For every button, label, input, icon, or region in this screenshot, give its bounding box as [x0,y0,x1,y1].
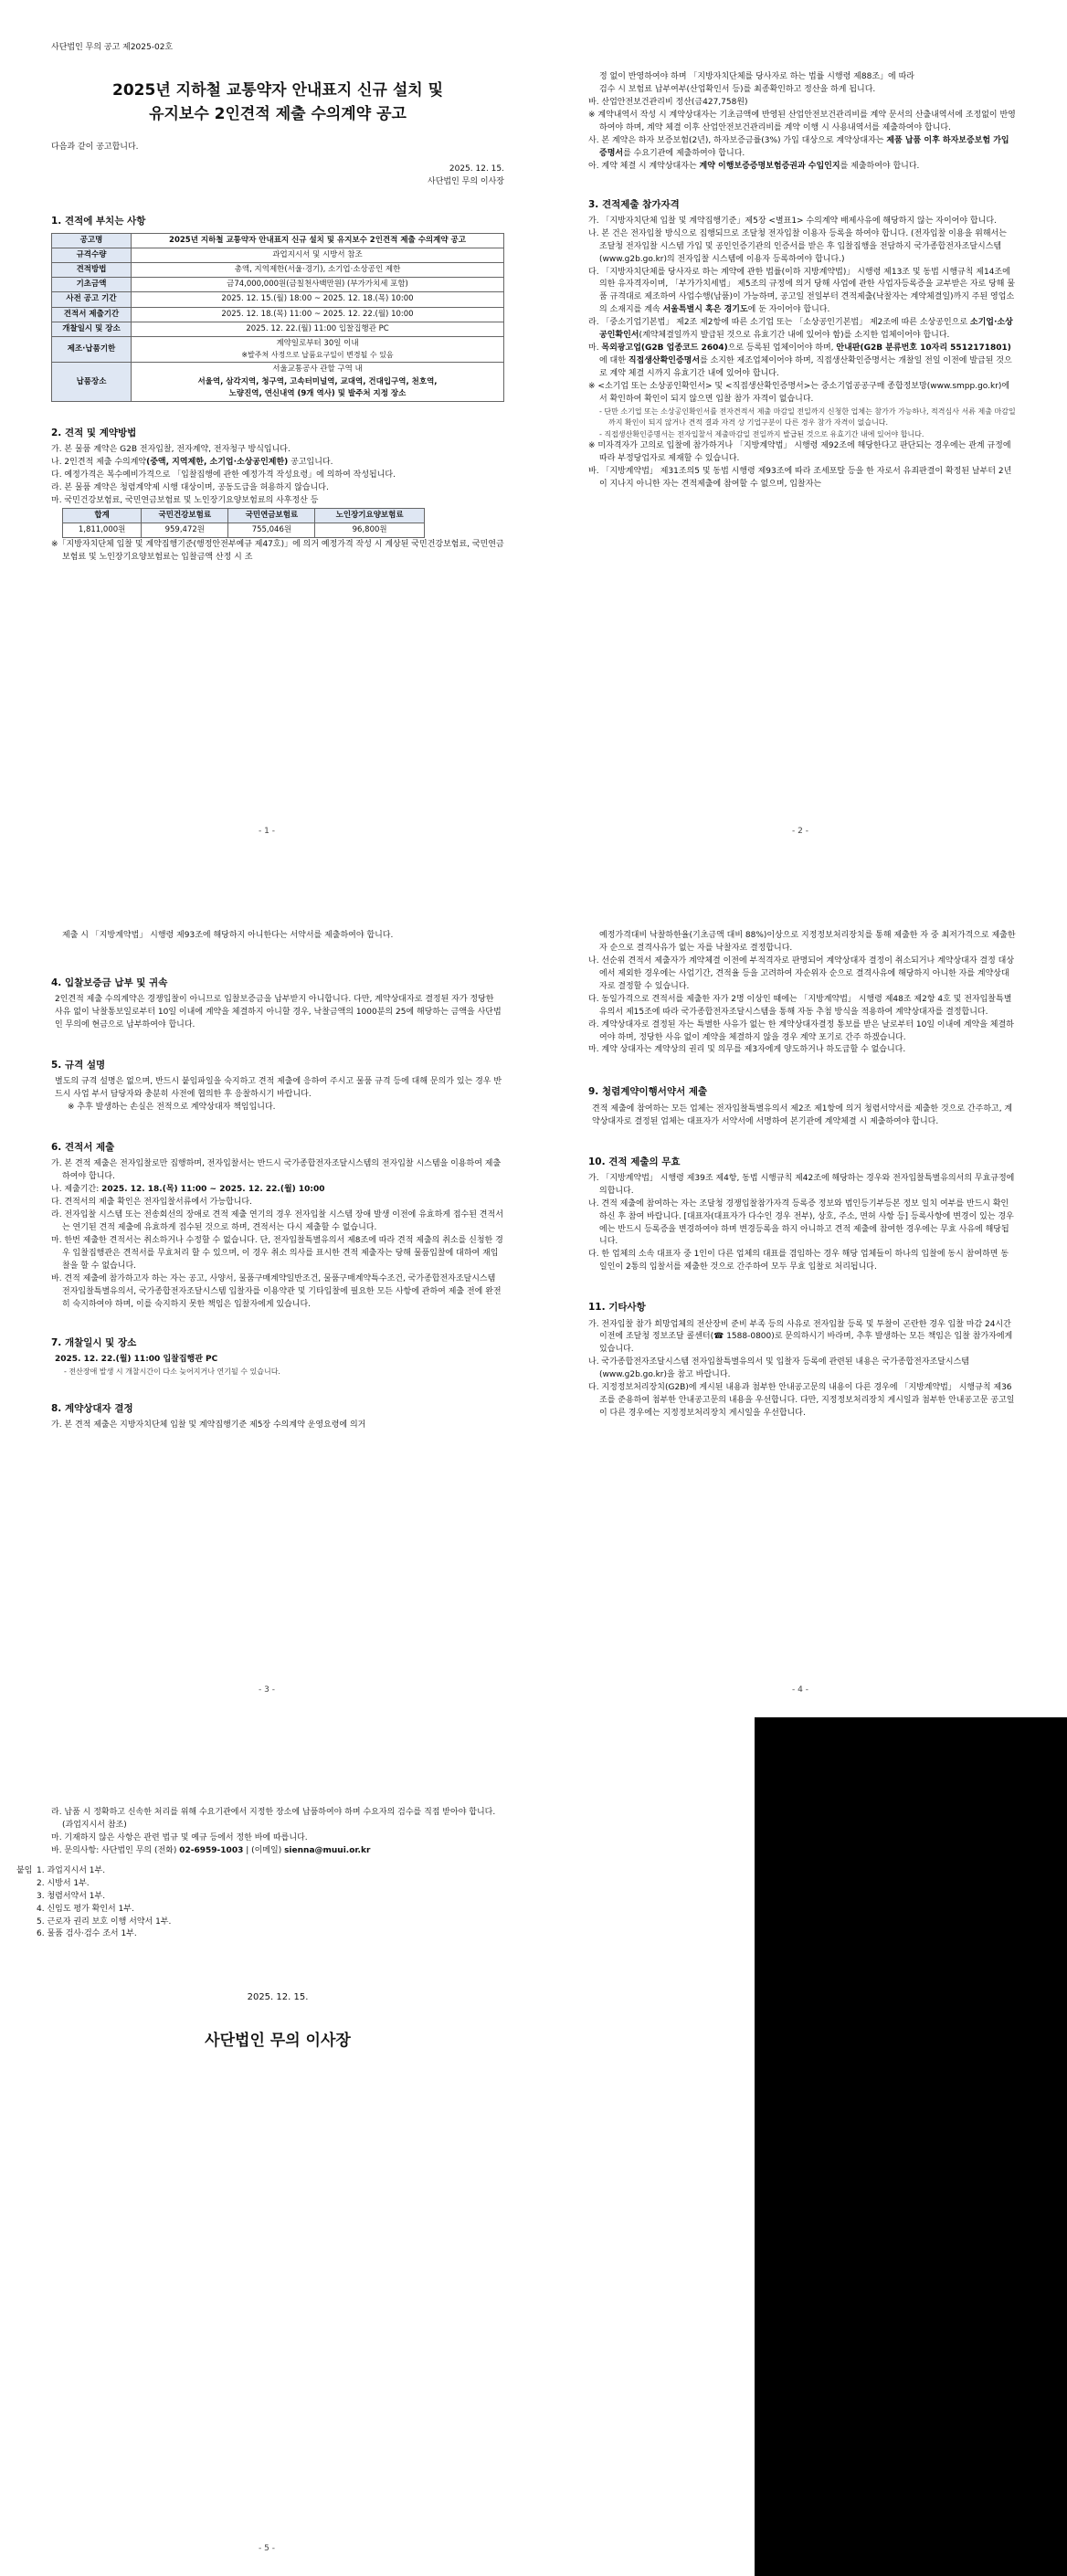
blank-area [755,1717,1067,2576]
bold-text: (중액, 지역제한, 소기업·소상공인제한) [146,458,289,468]
paragraph: 별도의 규격 설명은 없으며, 반드시 붙임파일을 숙지하고 견적 제출에 응하여 주시고 물품 규격 등에 대해 문의가 있는 경우 반드시 사업 부서 담당자와 충분히 사전에 협의한 후 응찰하시기 바랍니다. [55,1077,502,1100]
paragraph: 마. 한번 제출한 견적서는 취소하거나 수정할 수 없습니다. 단, 전자입찰특별유의서 제8조에 따라 견적 제출의 취소를 신청한 경우 입찰집행관은 견적서를 무효처리 할 수 있으며, 이 경우 취소 의사를 표시한 견적 제출자는 당해 물품입찰에 대하여 재입찰을 할 수 없습니다. [51,1235,503,1271]
page-2 [534,0,1067,859]
closing-date: 2025. 12. 15. [247,1992,309,2003]
text-span: 마. [588,343,602,354]
paragraph [588,71,1016,97]
paragraph [588,135,1016,161]
note: ※ 미자격자가 고의로 입찰에 참가하거나 「지방계약법」 시행령 제92조에 해당한다고 판단되는 경우에는 관계 규정에 따라 부정당업자로 제재할 수 있습니다. [588,441,1011,463]
notice-number: 사단법인 무의 공고 제2025-02호 [51,43,174,52]
text-span: 에 대한 [599,356,629,366]
paragraph: 견적 제출에 참여하는 모든 업체는 전자입찰특별유의서 제2조 제1항에 의거 청렴서약서를 제출한 것으로 간주하고, 계약상대자로 결정된 업체는 대표자가 서약서에 서명하여 본기관에 계약체결 시 제출하여야 합니다. [592,1103,1013,1126]
paragraph: 나. 견적 제출에 참여하는 자는 조달청 경쟁입찰참가자격 등록증 정보와 법인등기부등본 정보 일치 여부를 반드시 확인하신 후 참여 바랍니다. [대표자(대표자가 다수인 경우 전부), 상호, 주소, 면허 사항 등] 등록사항에 변경이 있는 경우에는 반드시 등록증을 변경하여야 하며 변경등록을 하지 아니하고 견적 제출에 참여한 경우에는 무효 사유에 해당됩니다. [588,1198,1014,1247]
table-cell: 과업지시서 및 시방서 참조 [132,248,504,262]
paragraph: 가. 본 견적 제출은 지방자치단체 입찰 및 계약집행기준 제5장 수의계약 운영요령에 의거 [51,1420,366,1431]
bold-text: 제품 납품 이후 하자보증보험 가입 증명서 [599,135,1009,158]
page-4 [534,859,1067,1717]
notice-issuer: 사단법인 무의 이사장 [428,176,504,186]
text-line: 정 없이 반영하여야 하며 「지방자치단체를 당사자로 하는 법률 시행령 제88조」에 따라 [599,72,914,81]
text-span: 사. 본 계약은 하자 보증보험(2년), 하자보증금률(3%) 가입 대상으로 계약상대자는 [588,135,887,145]
table-cell: 총액, 지역제한(서울·경기), 소기업·소상공인 제한 [132,263,504,278]
paragraph: 나. 본 건은 전자입찰 방식으로 집행되므로 조달청 전자입찰 이용자 등록을 하여야 합니다. (전자입찰 이용을 위해서는 조달청 전자입찰 시스템 가입 및 공인인증기관의 인증서를 받은 후 입찰집행을 전담하지 국가종합전자조달시스템(www.g2b.go.kr)의 전자입찰 시스템에 이용자 등록하여야 합니다.) [588,228,1007,264]
email-address: sienna@muui.or.kr [284,1845,371,1855]
note: ※ 추후 발생하는 손실은 전적으로 계약상대자 책임입니다. [68,1103,276,1113]
page-number: - 3 - [259,1685,275,1695]
table-header-cell: 국민건강보험료 [142,508,228,523]
table-row [63,523,425,538]
section-9-title: 9. 청렴계약이행서약서 제출 [588,1086,708,1098]
paragraph: 라. 전자입찰 시스템 또는 전송회선의 장애로 견적 제출 연기의 경우 전자입찰 시스템 장애 발생 이전에 유효하게 접수된 견적서는 연기된 견적 제출에 유효하게 접수된 것으로 하며, 견적서는 다시 제출할 수 없습니다. [51,1210,503,1233]
table-cell: 959,472원 [142,523,228,538]
paragraph: 다. 견적서의 제출 확인은 전자입찰서류에서 가능합니다. [51,1198,252,1208]
note: - 전산장애 발생 시 개찰시간이 다소 늦어지거나 연기될 수 있습니다. [64,1367,280,1376]
bold-text: 계약 이행보증증명보험증권과 수입인지 [699,161,840,171]
text-span: 바. 문의사항: 사단법인 무의 (전화) [51,1845,180,1855]
table-cell: 1,811,000원 [63,523,142,538]
section-4-title: 4. 입찰보증금 납부 및 귀속 [51,977,168,988]
text-span: 를 수요기관에 제출하여야 합니다. [623,148,745,158]
section-2-title: 2. 견적 및 계약방법 [51,427,137,438]
bold-text: 안내판(G2B 분류번호 10자리 5512171801) [836,343,1011,354]
paragraph: 마. 국민건강보험료, 국민연금보험료 및 노인장기요양보험료의 사후정산 등 [51,496,319,505]
document-title [51,79,504,127]
bold-text: 소기업·소상공인확인서 [599,318,1013,341]
attachment-item: 1. 과업지시서 1부. [37,1865,106,1875]
attachments-label: 붙임 [16,1865,33,1875]
paragraph [51,1184,504,1197]
table-header-cell: 합계 [63,508,142,523]
paragraph: 다. 지정정보처리장치(G2B)에 게시된 내용과 첨부한 안내공고문의 내용이 다른 경우에 「지방계약법」 시행규칙 제36조를 준용하여 첨부한 안내공고문의 내용을 우선합니다. 다만, 지정정보처리장치 게시일과 첨부한 안내공고문 공고일이 다른 경우에는 지정정보처리장치 게시일을 우선합니다. [588,1383,1015,1419]
table-header-cell: 견적서 제출기간 [52,307,132,322]
attachment-item: 6. 물품 검사·검수 조서 1부. [37,1929,137,1939]
paragraph: 라. 납품 시 정확하고 신속한 처리를 위해 수요기관에서 지정한 장소에 납품하여야 하며 수요자의 검수를 직접 받아야 합니다. (과업지시서 참조) [51,1808,496,1830]
section-5-title: 5. 규격 설명 [51,1060,106,1072]
note-item: - 직접생산확인증명서는 전자입찰서 제출마감일 전일까지 발급된 것으로 유효기간 내에 있어야 합니다. [599,429,924,438]
attachment-item: 2. 시방서 1부. [37,1878,90,1888]
text-span: 아. 계약 체결 시 계약상대자는 [588,161,700,171]
paragraph: 마. 계약 상대자는 계약상의 권리 및 의무를 제3자에게 양도하거나 하도급할 수 없습니다. [588,1045,906,1055]
table-row [52,336,504,363]
attachment-item: 5. 근로자 권리 보호 이행 서약서 1부. [37,1916,172,1927]
attachment-list [37,1865,171,1942]
note: ※ <소기업 또는 소상공인확인서> 및 <직접생산확인증명서>는 중소기업공공구매 종합정보망(www.smpp.go.kr)에서 확인하여 확인이 되지 않으면 입찰 참가 자격이 없습니다. [588,381,1010,404]
paragraph: 나. 선순위 견적서 제출자가 계약체결 이전에 부적격자로 판명되어 계약상대자 결정이 취소되거나 계약상대자 결정 대상에서 제외한 경우에는 사업기간, 견적율 등을 고려하여 자순위자 순으로 결격사유에 해당하지 아니한 자를 계약상대자로 결정할 수 있습니다. [588,955,1015,991]
page-number: - 4 - [792,1685,808,1695]
table-cell: 755,046원 [228,523,315,538]
attachments [16,1865,504,1942]
paragraph: 바. 「지방계약법」 제31조의5 및 동법 시행령 제93조에 따라 조세포탈 등을 한 자로서 유죄판결이 확정된 날부터 2년이 지나지 아니한 자는 견적제출에 참여할 수 없으며, 입찰자는 [588,466,1012,489]
paragraph: 다. 예정가격은 복수예비가격으로 「입찰집행에 관한 예정가격 작성요령」에 의하여 작성됩니다. [51,470,396,480]
section-1-title: 1. 견적에 부치는 사항 [51,216,146,227]
page-1 [0,0,534,859]
table-header-cell: 기초금액 [52,278,132,292]
text-span: (계약체결일까지 발급된 것으로 유효기간 내에 있어야 함)를 소지한 업체이어야 합니다. [639,331,950,341]
page-3 [0,859,534,1717]
section-8-title: 8. 계약상대자 결정 [51,1403,133,1415]
table-cell: 2025년 지하철 교통약자 안내표지 신규 설치 및 유지보수 2인견적 제출 수의계약 공고 [132,233,504,248]
text-span: | (이메일) [243,1845,285,1855]
paragraph: 예정가격대비 낙찰하한율(기초금액 대비 88%)이상으로 지정정보처리장치를 통해 제출한 자 중 최저가격으로 제출한 자 순으로 결격사유가 없는 자를 낙찰자로 결정합니다. [599,931,1016,953]
table-row [52,322,504,336]
paragraph: 라. 본 물품 계약은 청렴계약제 시행 대상이며, 공동도급을 허용하지 않습니다. [51,483,329,493]
table-row [52,233,504,248]
paragraph [51,457,504,470]
paragraph: 바. 견적 제출에 참가하고자 하는 자는 공고, 사양서, 물품구매계약일반조건, 물품구매계약특수조건, 국가종합전자조달시스템 전자입찰특별유의서, 국가종합전자조달시스템 입찰자를 이용약관 및 기타입찰에 필요한 모든 사항에 관하여 제출 전에 완전히 숙지하여야 하며, 이를 숙지하지 못한 책임은 입찰자에게 있습니다. [51,1273,502,1309]
section-7-title: 7. 개찰일시 및 장소 [51,1336,137,1348]
cell-line: 계약일로부터 30일 이내 [276,338,359,348]
paragraph [588,161,1016,174]
bold-text: 직접생산확인증명서 [628,356,701,366]
table-header-cell: 납품장소 [52,363,132,402]
table-header-cell: 사전 공고 기간 [52,292,132,307]
table-row [52,278,504,292]
paragraph: 가. 본 물품 계약은 G2B 전자입찰, 전자계약, 전자청구 방식입니다. [51,445,291,455]
intro-text: 다음과 같이 공고합니다. [51,142,139,152]
text-span: 를 소지한 제조업체이어야 하며, 직접생산확인증명서는 개찰일 전일 이전에 발급된 것으로 계약 체결 시까지 유효기간 내에 있어야 합니다. [599,356,1012,379]
table-header-cell: 노인장기요양보험료 [315,508,424,523]
bold-text: 서울특별시 혹은 경기도 [662,305,748,315]
text-span: 다. 「지방자치단체를 당사자로 하는 계약에 관한 법률(이하 지방계약법)」 시행령 제13조 및 동법 시행규칙 제14조에 의한 유자격자이며, 「부가가치세법」 제5조의 규정에 의거 당해 사업에 관한 사업자등록증을 교부받은 자로 당해 물품 규격대로 제조하여 사업수행(납품)이 가능하며, 공고일 전일부터 견적제출(낙찰자는 계약체결일)까지 주된 영업소의 소재지를 계속 [588,267,1016,315]
bid-info-table [51,233,504,402]
table-header-cell: 개찰일시 및 장소 [52,322,132,336]
note: ※ 계약내역서 작성 시 계약상대자는 기초금액에 반영된 산업안전보건관리비를 계약 문서의 산출내역서에 조정없이 반영하여야 하며, 계약 체결 이후 산업안전보건관리비를 계약 이행 시 사용내역서를 제출하여야 합니다. [588,110,1016,132]
note-item: - 단만 소기업 또는 소상공인확인서를 전자견적서 제출 마감일 전일까지 신청한 업체는 참가가 가능하나, 적격심사 서류 제출 마감일까지 확인이 되지 않거나 견적 결과 자격 상 기업구분이 다른 경우 참가 자격이 없습니다. [599,406,1016,428]
paragraph: 마. 기재하지 않은 사항은 관련 법규 및 예규 등에서 정한 바에 따릅니다. [51,1832,308,1842]
paragraph [588,267,1016,318]
section-3-title: 3. 견적제출 참가자격 [588,198,680,210]
paragraph: 가. 「지방자치단체 입찰 및 계약집행기준」제5장 <별표1> 수의계약 배제사유에 해당하지 않는 자이어야 합니다. [588,216,997,226]
paragraph: 바. 산업안전보건관리비 정산(금427,758원) [588,97,748,107]
table-row [52,263,504,278]
paragraph: 다. 동일가격으로 견적서를 제출한 자가 2명 이상인 때에는 「지방계약법」 시행령 제48조 제2항 4호 및 전자입찰특별유의서 제15조에 따라 국가종합전자조달시스템을 통해 자동 추첨 방식을 적용하여 계약상대자를 결정합니다. [588,994,1012,1017]
page-5 [0,1717,534,2576]
paragraph: 가. 본 견적 제출은 전자입찰로만 집행하며, 전자입찰서는 반드시 국가종합전자조달시스템의 전자입찰 시스템을 이용하여 제출하여야 합니다. [51,1159,502,1182]
cell-line: ※발주처 사정으로 납품요구일이 변경될 수 있음 [241,351,394,360]
page-number: - 5 - [259,2544,275,2554]
table-cell: 2025. 12. 15.(월) 18:00 ~ 2025. 12. 18.(목) 10:00 [132,292,504,307]
table-cell: 금74,000,000원(금칠천사백만원) (부가가치세 포함) [132,278,504,292]
text-span: 나. 2인견적 제출 수의계약 [51,458,147,468]
paragraph: 다. 한 업체의 소속 대표자 중 1인이 다른 업체의 대표를 겸임하는 경우 해당 업체들이 하나의 입찰에 동시 참여하면 동일인이 2통의 입찰서를 제출한 것으로 간주하여 모두 무효 입찰로 처리됩니다. [588,1250,1009,1272]
paragraph: 라. 계약상대자로 결정된 자는 특별한 사유가 없는 한 계약상대자결정 통보를 받은 날로부터 10일 이내에 계약을 체결하여야 하며, 정당한 사유 없이 계약을 체결하지 않을 경우 계약 포기로 간주 하겠습니다. [588,1019,1014,1042]
paragraph [588,343,1016,381]
paragraph: 가. 전자입찰 참가 희망업체의 전산장비 준비 부족 등의 사유로 전자입찰 등록 및 투찰이 곤란한 경우 입찰 마감 24시간 이전에 조달청 정보조달 콜센터(☎ 1588-0800)로 문의하시기 바라며, 추후 발생하는 모든 책임은 입찰 참가자에게 있습니다. [588,1319,1013,1355]
text-span: 라. 「중소기업기본법」 제2조 제2항에 따른 소기업 또는 「소상공인기본법」 제2조에 따른 소상공인으로 [588,318,970,328]
cell-line: 서울역, 삼각지역, 청구역, 고속터미널역, 교대역, 건대입구역, 천호역, [197,376,438,386]
contact-line [51,1845,504,1858]
table-row [52,248,504,262]
section-6-title: 6. 견적서 제출 [51,1142,115,1154]
paragraph: 나. 국가종합전자조달시스템 전자입찰특별유의서 및 입찰자 등록에 관련된 내용은 국가종합전자조달시스템(www.g2b.go.kr)을 참고 바랍니다. [588,1357,969,1380]
table-header-cell: 공고명 [52,233,132,248]
table-row [63,508,425,523]
text-line: 검수 시 보험료 납부여부(산업확인서 등)를 최종확인하고 정산을 하게 됩니다. [599,84,876,94]
page-number: - 2 - [792,827,808,837]
table-header-cell: 규격수량 [52,248,132,262]
note: ※「지방자치단체 입찰 및 계약집행기준(행정안전부예규 제47호)」에 의거 예정가격 작성 시 계상된 국민건강보험료, 국민연금보험료 및 노인장기요양보험료는 입찰금액 산정 시 조 [51,540,504,563]
notice-date: 2025. 12. 15. [449,164,504,174]
opening-datetime: 2025. 12. 22.(월) 11:00 입찰집행관 PC [55,1354,218,1364]
section-11-title: 11. 기타사항 [588,1302,646,1314]
title-line-1: 2025년 지하철 교통약자 안내표지 신규 설치 및 [112,80,443,100]
insurance-table [62,508,425,538]
table-cell: 96,800원 [315,523,424,538]
bold-text: 2025. 12. 18.(목) 11:00 ~ 2025. 12. 22.(월) 10:00 [101,1185,325,1195]
phone-number: 02-6959-1003 [179,1845,244,1855]
bold-text: 목외광고업(G2B 업종코드 2604) [601,343,728,354]
table-row [52,307,504,322]
title-line-2: 유지보수 2인견적 제출 수의계약 공고 [149,105,407,124]
table-cell [132,336,504,363]
table-cell: 2025. 12. 22.(월) 11:00 입찰집행관 PC [132,322,504,336]
text-span: 에 둔 자이어야 합니다. [747,305,830,315]
paragraph: 제출 시 「지방계약법」 시행령 제93조에 해당하지 아니한다는 서약서를 제출하여야 합니다. [62,931,394,940]
table-row [52,363,504,402]
cell-line: 노량진역, 연신내역 (9개 역사) 및 발주처 지정 장소 [228,388,407,398]
paragraph [588,317,1016,343]
paragraph: 2인견적 제출 수의계약은 경쟁입찰이 아니므로 입찰보증금을 납부받지 아니합니다. 다만, 계약상대자로 결정된 자가 정당한 사유 없이 낙찰통보일로부터 10일 이내에 계약을 체결하지 아니할 경우, 낙찰금액의 1000분의 25에 해당하는 금액을 사단법인 무의에 현금으로 납부하여야 합니다. [55,995,502,1030]
attachment-item: 3. 청렴서약서 1부. [37,1891,106,1901]
closing-issuer: 사단법인 무의 이사장 [205,2031,351,2050]
table-header-cell: 국민연금보험료 [228,508,315,523]
text-span: 나. 제출기간: [51,1185,102,1195]
paragraph: 가. 「지방계약법」 시행령 제39조 제4항, 동법 시행규칙 제42조에 해당하는 경우와 전자입찰특별유의서의 무효규정에 의합니다. [588,1173,1015,1196]
table-header-cell: 제조·납품기한 [52,336,132,363]
page-number: - 1 - [259,827,275,837]
text-span: 공고입니다. [288,458,333,468]
table-cell: 2025. 12. 18.(목) 11:00 ~ 2025. 12. 22.(월) 10:00 [132,307,504,322]
table-header-cell: 견적방법 [52,263,132,278]
text-span: 으로 등록된 업체이어야 하며, [727,343,837,354]
cell-line: 서울교통공사 관할 구역 내 [272,364,363,375]
section-10-title: 10. 견적 제출의 무효 [588,1156,681,1167]
table-row [52,292,504,307]
attachment-item: 4. 신임도 평가 확인서 1부. [37,1904,134,1914]
table-cell [132,363,504,402]
text-span: 를 제출하여야 합니다. [840,161,920,171]
